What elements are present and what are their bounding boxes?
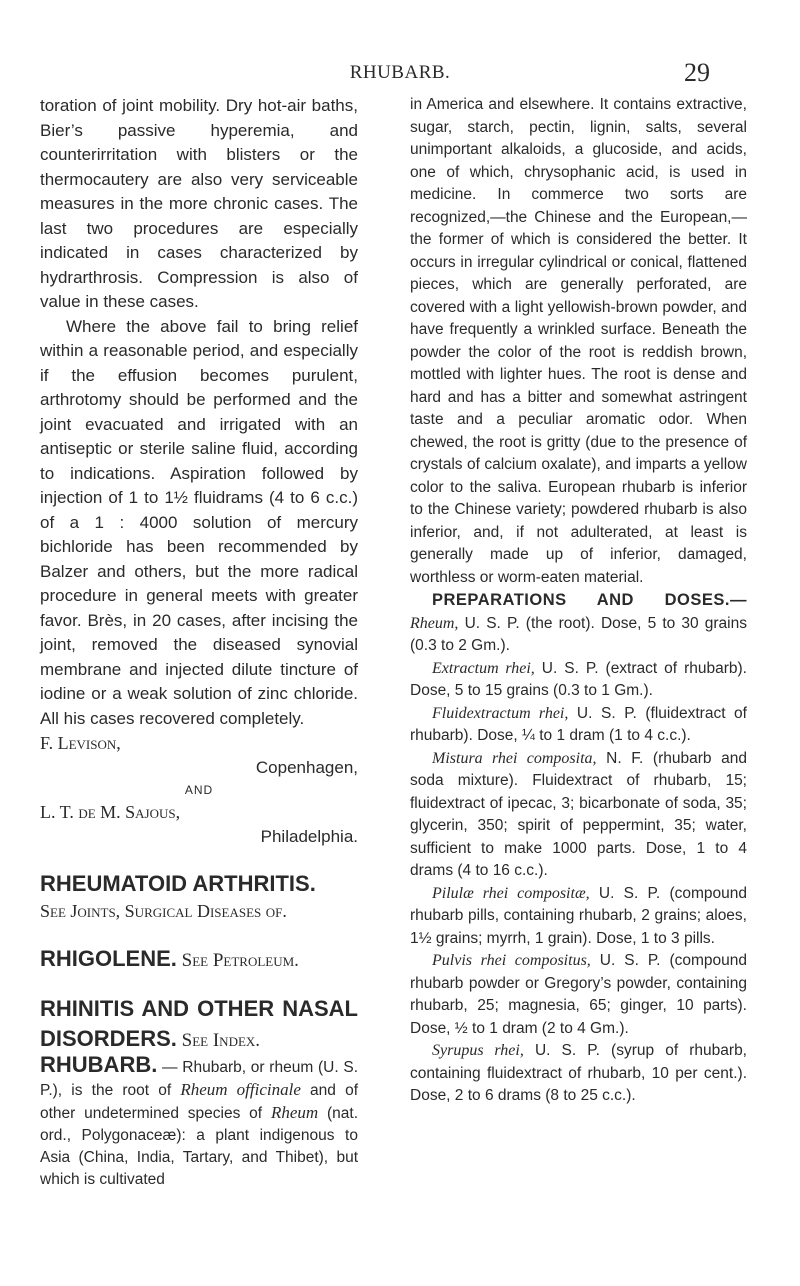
preparation: [410, 703, 747, 748]
running-title: RHUBARB.: [349, 62, 451, 83]
page-header: [0, 52, 800, 92]
signature-name: L. T. de M. Sajous,: [40, 802, 181, 822]
preparation: [410, 1040, 747, 1108]
entry-rhigolene: [40, 944, 358, 974]
entry-heading: RHIGOLENE.: [40, 945, 177, 971]
latin-name: Rheum officinale: [180, 1079, 301, 1099]
paragraph: toration of joint mobility. Dry hot-air baths, Bier’s passive hyperemia, and counterirritation with blisters or the thermocautery are also very serviceable measures in the more chronic cases. The last two procedures are especially indicated in cases characterized by hydrarthrosis. Compression is also of value in these cases.: [40, 96, 358, 311]
paragraph: in America and elsewhere. It contains extractive, sugar, starch, pectin, lignin, salts, several unimportant alkaloids, a glucoside, and acids, one of which, chrysophanic acid, is used in medicine. In commerce two sorts are recognized,—the Chinese and the European,—the former of which is considered the better. It occurs in irregular cylindrical or conical, flattened pieces, which are generally perforated, are covered with a light yellowish-brown powder, and have frequently a wrinkled surface. Beneath the powder the color of the root is reddish brown, mottled with lighter hues. The root is dense and hard and has a bitter and somewhat astringent taste and a peculiar aromatic odor. When chewed, the root is gritty (due to the presence of crystals of calcium oxalate), and imparts a yellow color to the saliva. European rhubarb is inferior to the Chinese variety; powdered rhubarb is also inferior, and, if not adulterated, at least is generally made up of inferior, damaged, worthless or worm-eaten material.: [410, 96, 747, 586]
preparations-heading: PREPARATIONS AND DOSES.—: [432, 591, 747, 609]
latin-name: Rheum: [270, 1102, 319, 1122]
entry-rhinitis: [40, 994, 358, 1054]
entry-text: — Rhubarb, or rheum (U. S. P.), is the root of: [40, 1058, 358, 1099]
signature-place: Copenhagen,: [255, 757, 358, 777]
preparation-heading-line: [410, 589, 747, 658]
cross-reference: See Joints, Surgical Diseases of.: [40, 901, 287, 921]
entry-heading: RHEUMATOID ARTHRITIS.: [40, 871, 316, 896]
cross-reference: See Petroleum.: [181, 949, 299, 971]
preparation-text: U. S. P. (fluidextract of rhubarb). Dose, ¼ to 1 dram (1 to 4 c.c.).: [410, 704, 747, 744]
preparation-text: N. F. (rhubarb and soda mixture). Fluidextract of rhubarb, 15; fluidextract of ipecac, 3; bicarbonate of soda, 35; glycerin, 350; spirit of peppermint, 35; water, sufficient to make 1000 parts. Dose, 1 to 4 drams (4 to 16 c.c.).: [410, 749, 747, 879]
signature-and: AND: [184, 783, 214, 797]
preparation-name: Mistura rhei composita,: [432, 749, 597, 767]
preparation: [410, 950, 747, 1040]
preparation-name: Pilulæ rhei compositæ,: [432, 884, 590, 902]
preparation-text: U. S. P. (syrup of rhubarb, containing fluidextract of rhubarb, 10 per cent.). Dose, 2 to 6 drams (8 to 25 c.c.).: [410, 1042, 747, 1104]
preparation: [410, 658, 747, 703]
preparation-text: U. S. P. (compound rhubarb powder or Gregory’s powder, containing rhubarb, 25; magnesia, 65; ginger, 10 parts). Dose, ½ to 1 dram (2 to 4 Gm.).: [410, 952, 747, 1037]
entry-heading: RHINITIS AND OTHER NASAL DISORDERS.: [40, 995, 358, 1051]
entry-text: (nat. ord., Polygonaceæ): a plant indigenous to Asia (China, India, Tartary, and Thibet), but which is cultivated: [40, 1104, 359, 1188]
preparation-text: U. S. P. (extract of rhubarb). Dose, 5 to 15 grains (0.3 to 1 Gm.).: [410, 659, 747, 699]
cross-reference: See Index.: [181, 1029, 261, 1051]
preparation-text: U. S. P. (the root). Dose, 5 to 30 grains (0.3 to 2 Gm.).: [410, 614, 747, 654]
signature-block: [40, 731, 358, 849]
preparation-name: Rheum,: [410, 614, 459, 632]
signature-name: F. Levison,: [40, 733, 121, 753]
right-column: [410, 94, 747, 1108]
preparation-name: Fluidextractum rhei,: [432, 704, 569, 722]
entry-text: and of other undetermined species of: [40, 1081, 358, 1122]
entry-heading: RHUBARB.: [40, 1051, 158, 1077]
preparation-text: U. S. P. (compound rhubarb pills, containing rhubarb, 2 grains; aloes, 1½ grains; myrrh, 1 grain). Dose, 1 to 3 pills.: [410, 884, 747, 947]
signature-place: Philadelphia.: [260, 826, 358, 846]
page-number: 29: [684, 58, 710, 87]
paragraph: Where the above fail to bring relief within a reasonable period, and especially if the effusion becomes purulent, arthrotomy should be performed and the joint evacuated and irrigated with an antiseptic or sterile saline fluid, according to indications. Aspiration followed by injection of 1 to 1½ fluidrams (4 to 6 c.c.) of a 1 : 4000 solution of mercury bichloride has been recommended by Balzer and others, but the more radical procedure in general meets with greater favor. Brès, in 20 cases, after incising the joint, removed the diseased synovial membrane and injected dilute tincture of iodine or a weak solution of zinc chloride. All his cases recovered completely.: [40, 316, 358, 728]
preparation: [410, 883, 747, 951]
preparation-name: Extractum rhei,: [432, 659, 535, 677]
entry-rhubarb: [40, 1051, 359, 1191]
preparation: [410, 748, 747, 883]
left-column: [40, 94, 358, 1191]
preparation-name: Pulvis rhei compositus,: [432, 952, 591, 969]
entry-rheumatoid-arthritis: [40, 869, 358, 924]
preparation-name: Syrupus rhei,: [432, 1042, 524, 1059]
